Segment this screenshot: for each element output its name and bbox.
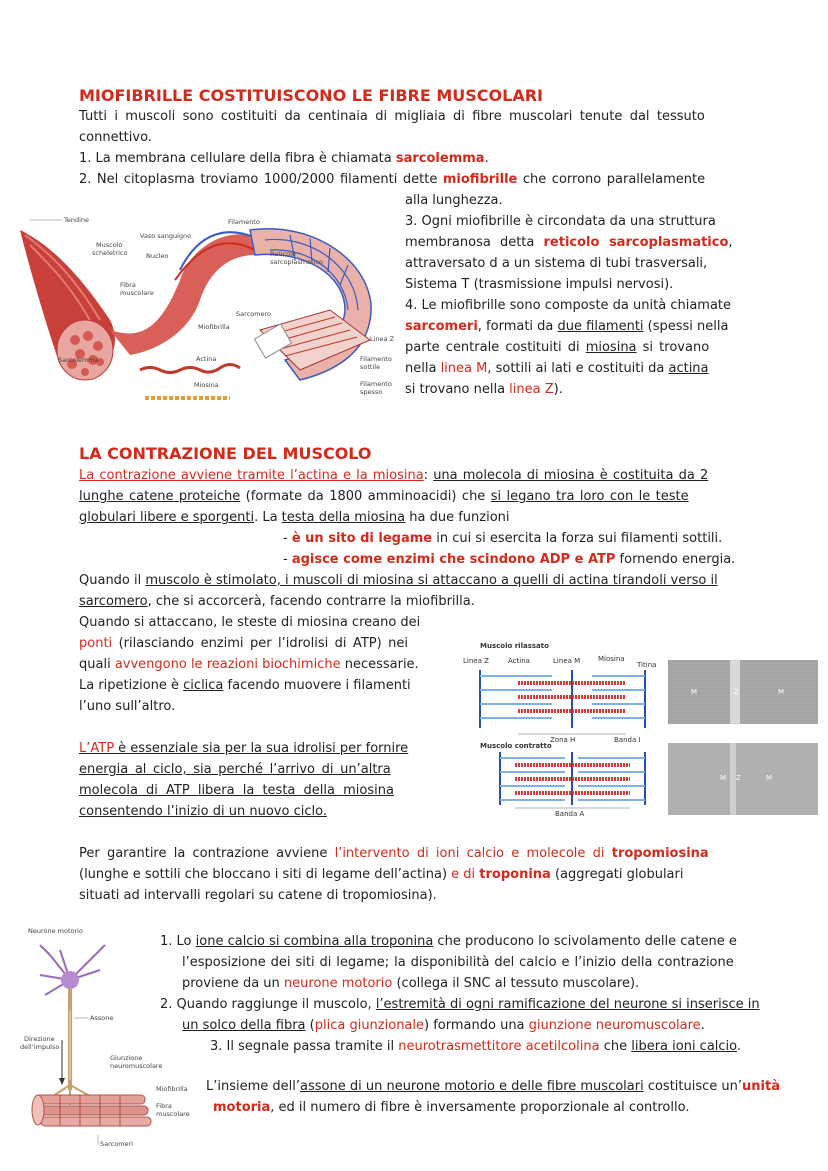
contrazione-line: La contrazione avviene tramite l’actina e la miosina: una molecola di miosina è costituita da 2 [79,468,709,483]
step-3: 3. Il segnale passa tramite il neurotrasmettitore acetilcolina che libera ioni calcio. [210,1039,742,1054]
intro-line: Tutti i muscoli sono costituiti da centinaia di migliaia di fibre muscolari tenute dal tessuto [79,109,705,124]
section-title-miofibrille: MIOFIBRILLE COSTITUISCONO LE FIBRE MUSCOLARI [79,86,543,105]
motor-neuron-figure [0,920,200,1160]
label-fil-sottile: sottile [360,363,381,371]
contrazione-line: Quando si attaccano, le steste di miosina creano dei [79,615,421,630]
label-scheletrico: scheletrico [92,249,128,257]
label-rilassato: Muscolo rilassato [480,642,549,650]
label-giunzione: neuromuscolare [110,1062,163,1070]
function-2: - agisce come enzimi che scindono ADP e ATP fornendo energia. [283,552,736,567]
label-muscolo: Muscolo [96,241,123,249]
label-miosina: Miosina [598,655,625,663]
intro-line: connettivo. [79,130,152,145]
micro-m-4: M [766,774,773,782]
label-contratto: Muscolo contratto [480,742,552,750]
label-nucleo: Nucleo [146,252,169,260]
label-sarcomero: Sarcomero [236,310,272,318]
label-banda-a: Banda A [555,810,585,818]
point-3: Sistema T (trasmissione impulsi nervosi). [405,277,674,292]
label-linea-z: Linea Z [370,335,395,343]
micro-m-1: M [691,688,698,696]
contrazione-line: La ripetizione è ciclica facendo muovere i filamenti [79,678,411,693]
label-fibra: muscolare [156,1110,190,1118]
unita-motoria: motoria, ed il numero di fibre è inversamente proporzionale al controllo. [213,1100,690,1115]
point-2: 2. Nel citoplasma troviamo 1000/2000 filamenti dette miofibrille che corrono parallelamente [79,172,706,187]
label-fil-spesso: spesso [360,388,383,396]
contrazione-line: globulari libere e sporgenti. La testa della miosina ha due funzioni [79,510,510,525]
label-actina: Actina [196,355,217,363]
label-fil-spesso: Filamento [360,380,392,388]
label-linea-m: Linea M [553,657,581,665]
contracted-sarcomere [500,752,645,808]
point-3: membranosa detta reticolo sarcoplasmatico, [405,235,733,250]
actin-strand [140,365,240,373]
calcio-line: Per garantire la contrazione avviene l’intervento di ioni calcio e molecole di tropomiosina [79,846,709,861]
label-tendine: Tendine [64,216,90,224]
calcio-line: (lunghe e sottili che bloccano i siti di legame dell’actina) e di troponina (aggregati globulari [79,867,684,882]
label-direzione: dell’impulso [20,1043,60,1051]
label-filamento: Filamento [228,218,260,226]
label-muscolare: muscolare [120,289,154,297]
contrazione-line: lunghe catene proteiche (formate da 1800 amminoacidi) che si legano tra loro con le teste [79,489,689,504]
label-miofibrilla: Miofibrilla [156,1085,188,1093]
point-2-cont: alla lunghezza. [405,193,503,208]
micro-m-3: M [720,774,727,782]
label-sarcomeri: Sarcomeri [100,1140,133,1148]
step-1: l’esposizione dei siti di legame; la disponibilità del calcio e l’inizio della contrazione [182,955,734,970]
muscle-anatomy-figure [0,210,400,410]
atp-line: molecola di ATP libera la testa della miosina [79,783,394,798]
micro-z-1: Z [734,688,739,696]
label-actina: Actina [508,657,530,665]
point-4: parte centrale costituiti di miosina si trovano [405,340,710,355]
label-zona-h: Zona H [550,736,576,744]
point-4: sarcomeri, formati da due filamenti (spessi nella [405,319,729,334]
contrazione-line: quali avvengono le reazioni biochimiche necessarie. [79,657,419,672]
micrograph-contracted [668,743,818,815]
step-2: 2. Quando raggiunge il muscolo, l’estremità di ogni ramificazione del neurone si inserisce in [160,997,760,1012]
relaxed-sarcomere [480,670,645,734]
label-sarcoplasmatico: sarcoplasmatico [270,258,323,266]
calcio-line: situati ad intervalli regolari su catene di tropomiosina). [79,888,437,903]
sarcomere-figure [460,640,820,825]
step-1: 1. Lo ione calcio si combina alla troponina che producono lo scivolamento delle catene e [160,934,737,949]
label-assone: Assone [90,1014,114,1022]
contrazione-line: Quando il muscolo è stimolato, i muscoli di miosina si attaccano a quelli di actina tirandoli verso il [79,573,718,588]
soma [61,971,79,989]
point-3: 3. Ogni miofibrille è circondata da una struttura [405,214,716,229]
label-reticolo: Reticolo [270,250,296,258]
point-4: nella linea M, sottili ai lati e costituiti da actina [405,361,709,376]
label-sarcolemma: Sarcolemma [58,356,99,364]
step-1: proviene da un neurone motorio (collega il SNC al tessuto muscolare). [182,976,640,991]
point-3: attraversato d a un sistema di tubi trasversali, [405,256,708,271]
label-fil-sottile: Filamento [360,355,392,363]
step-2: un solco della fibra (plica giunzionale) formando una giunzione neuromuscolare. [182,1018,705,1033]
micro-z-2: Z [736,774,741,782]
label-miosina: Miosina [194,381,219,389]
unita-motoria: L’insieme dell’assone di un neurone motorio e delle fibre muscolari costituisce un’unità [206,1079,780,1094]
label-titina: Titina [637,661,657,669]
muscle-fibers [32,1095,151,1126]
contrazione-line: ponti (rilasciando enzimi per l’idrolisi di ATP) nei [79,636,408,651]
point-4: 4. Le miofibrille sono composte da unità chiamate [405,298,732,313]
label-miofibrilla: Miofibrilla [198,323,230,331]
point-4: si trovano nella linea Z). [405,382,563,397]
atp-line: L’ATP è essenziale sia per la sua idrolisi per fornire [79,741,409,756]
atp-line: consentendo l’inizio di un nuovo ciclo. [79,804,327,819]
label-banda-i: Banda I [614,736,641,744]
micro-m-2: M [778,688,785,696]
label-vaso: Vaso sanguigno [140,232,192,240]
label-neurone: Neurone motorio [28,927,83,935]
label-fibra: Fibra [156,1102,172,1110]
section-title-contrazione: LA CONTRAZIONE DEL MUSCOLO [79,444,372,463]
contrazione-line: sarcomero, che si accorcerà, facendo contrarre la miofibrilla. [79,594,475,609]
function-1: - è un sito di legame in cui si esercita la forza sui filamenti sottili. [283,531,723,546]
atp-line: energia al ciclo, sia perché l’arrivo di un’altra [79,762,391,777]
label-linea-z: Linea Z [463,657,489,665]
label-fibra: Fibra [120,281,136,289]
label-direzione: Direzione [24,1035,55,1043]
contrazione-line: l’uno sull’altro. [79,699,176,714]
point-1: 1. La membrana cellulare della fibra è chiamata sarcolemma. [79,151,489,166]
label-giunzione: Giunzione [110,1054,143,1062]
